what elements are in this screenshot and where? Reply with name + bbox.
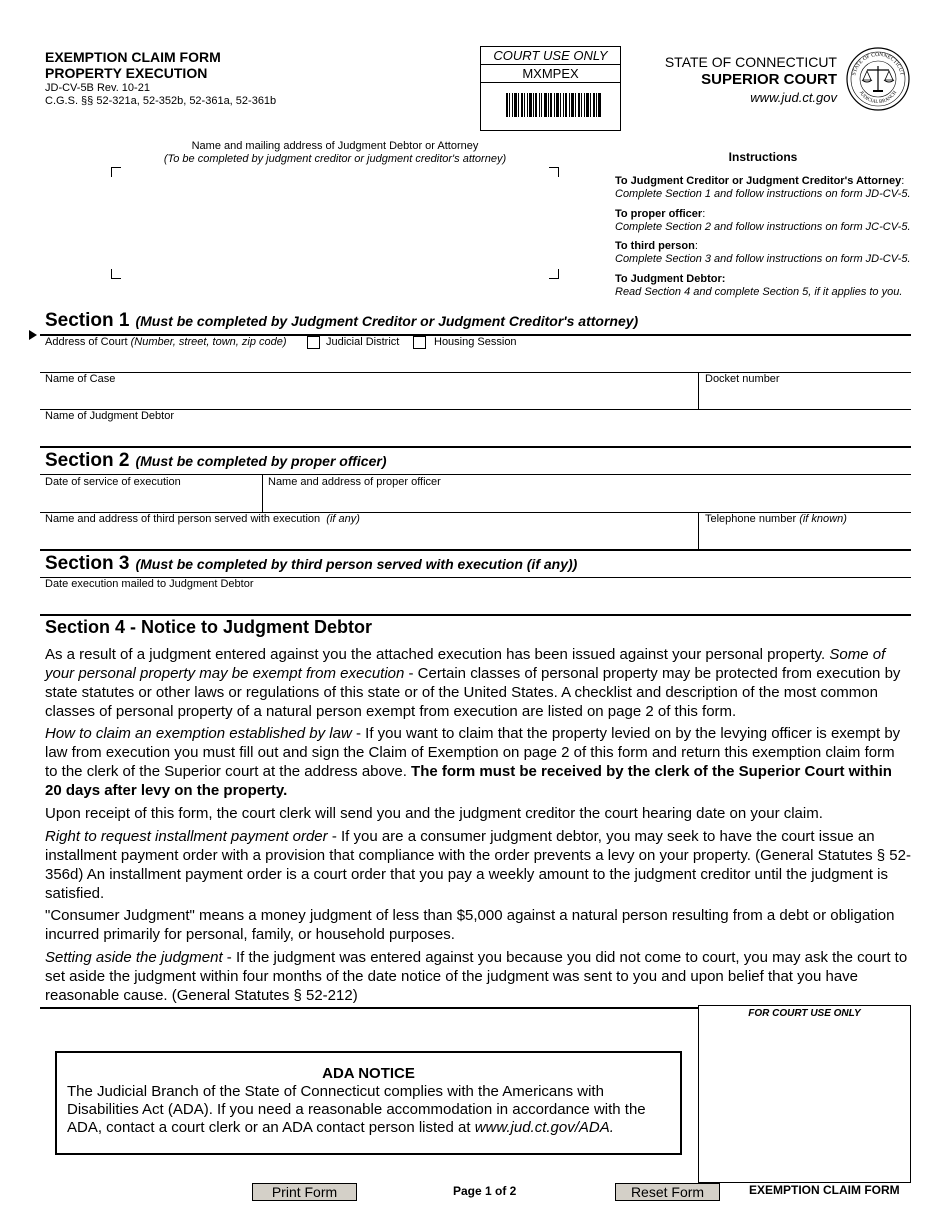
instruction-item: To proper officer: Complete Section 2 and follow instructions on form JC-CV-5.	[615, 208, 911, 233]
section1-heading	[45, 310, 638, 332]
housing-session-label: Housing Session	[434, 336, 517, 348]
section3-title: Section 3	[45, 553, 130, 574]
address-block-header	[110, 140, 560, 166]
form-number: JD-CV-5B Rev. 10-21	[45, 82, 150, 94]
section3-heading	[45, 553, 577, 575]
instructions-title: Instructions	[728, 150, 798, 164]
svg-text:STATE OF CONNECTICUT: STATE OF CONNECTICUT	[851, 51, 905, 77]
corner-mark-bottom-left	[111, 269, 121, 279]
corner-mark-bottom-right	[549, 269, 559, 279]
date-mailed-label: Date execution mailed to Judgment Debtor	[45, 578, 254, 590]
address-block-sublabel: (To be completed by judgment creditor or judgment creditor's attorney)	[163, 153, 507, 165]
corner-mark-top-left	[111, 167, 121, 177]
notice-paragraph: "Consumer Judgment" means a money judgment of less than $5,000 against a natural person resulting from a debt or obligation incurred primarily for personal, family, or household purposes.	[45, 907, 895, 943]
corner-mark-top-right	[549, 167, 559, 177]
svg-text:JUDICIAL BRANCH: JUDICIAL BRANCH	[857, 90, 899, 106]
court-website: www.jud.ct.gov	[750, 90, 837, 105]
divider	[40, 372, 911, 373]
court-heading	[640, 53, 837, 107]
court-address-field[interactable]	[45, 350, 910, 372]
instruction-text: Complete Section 3 and follow instructions on form JD-CV-5.	[615, 253, 911, 265]
form-title-line2: PROPERTY EXECUTION	[45, 65, 208, 81]
court-use-area	[698, 1005, 911, 1183]
footer-form-name: EXEMPTION CLAIM FORM	[749, 1183, 900, 1197]
barcode	[481, 83, 620, 122]
divider	[698, 512, 699, 549]
ada-notice	[55, 1051, 682, 1155]
court-name: SUPERIOR COURT	[701, 71, 837, 88]
instruction-heading: To third person	[615, 240, 695, 252]
telephone-label: Telephone number (if known)	[705, 513, 847, 525]
instruction-item	[615, 273, 902, 299]
housing-session-checkbox[interactable]	[413, 336, 426, 349]
form-title-line1: EXEMPTION CLAIM FORM	[45, 49, 221, 65]
divider	[40, 1007, 699, 1009]
docket-number-label: Docket number	[705, 373, 780, 385]
court-address-label: Address of Court (Number, street, town, zip code)	[45, 336, 287, 348]
form-title	[45, 49, 221, 81]
officer-name-field[interactable]	[268, 490, 910, 511]
court-code: MXMPEX	[481, 65, 620, 83]
address-block-label: Name and mailing address of Judgment Debtor or Attorney	[191, 140, 479, 152]
section3-subtitle: (Must be completed by third person served with execution (if any))	[135, 556, 578, 572]
instruction-text: Complete Section 1 and follow instructions on form JD-CV-5.	[615, 188, 911, 200]
telephone-field[interactable]	[705, 527, 910, 548]
court-use-box	[480, 46, 621, 131]
instruction-heading: To Judgment Creditor or Judgment Creditor's Attorney	[615, 175, 902, 187]
notice-paragraph: Setting aside the judgment - If the judgment was entered against you because you did not come to court, you may ask the court to set aside the judgment within four months of the date notice of the judgment was sent to you and upon belief that you have reasonable cause. (General Statutes § 52-212)	[45, 949, 908, 1004]
date-of-service-field[interactable]	[45, 490, 259, 511]
section2-heading	[45, 450, 386, 472]
divider	[698, 372, 699, 409]
instruction-item: To Judgment Creditor or Judgment Creditor's Attorney: Complete Section 1 and follow instructions on form JD-CV-5.	[615, 175, 911, 200]
statutes: C.G.S. §§ 52-321a, 52-352b, 52-361a, 52-361b	[45, 95, 277, 107]
print-form-button[interactable]: Print Form	[252, 1183, 357, 1201]
section1-title: Section 1	[45, 310, 130, 331]
divider	[40, 549, 911, 551]
notice-paragraph: As a result of a judgment entered against you the attached execution has been issued against your personal property. Some of your personal property may be exempt from execution - Certain classes of personal property may be protected from execution by state statutes or other laws or regulations of this state or of the United States. A checklist and description of the most common classes of personal property of a natural person exempt from execution are listed on page 2 of this form.	[45, 646, 901, 720]
court-use-label: COURT USE ONLY	[481, 47, 620, 65]
notice-paragraph: Upon receipt of this form, the court clerk will send you and the judgment creditor the court hearing date on your claim.	[45, 805, 823, 822]
section-pointer-icon	[29, 330, 37, 340]
instruction-text: Complete Section 2 and follow instructions on form JC-CV-5.	[615, 221, 911, 233]
case-name-field[interactable]	[45, 387, 695, 408]
reset-form-button[interactable]: Reset Form	[615, 1183, 720, 1201]
instruction-heading: To proper officer	[615, 208, 703, 220]
section2-subtitle: (Must be completed by proper officer)	[135, 453, 387, 469]
section1-subtitle: (Must be completed by Judgment Creditor or Judgment Creditor's attorney)	[135, 313, 639, 329]
case-name-label: Name of Case	[45, 373, 116, 385]
docket-number-field[interactable]	[705, 387, 910, 408]
judicial-seal-icon	[845, 46, 911, 112]
third-person-label: Name and address of third person served with execution (if any)	[45, 513, 360, 525]
divider	[40, 614, 911, 616]
instruction-heading: To Judgment Debtor:	[615, 273, 726, 285]
form-meta	[45, 82, 276, 108]
divider	[40, 474, 911, 475]
for-court-use-label: FOR COURT USE ONLY	[748, 1008, 861, 1019]
page-number: Page 1 of 2	[453, 1184, 517, 1198]
debtor-address-field[interactable]	[115, 172, 560, 278]
divider	[262, 474, 263, 512]
section4-title: Section 4 - Notice to Judgment Debtor	[45, 617, 373, 637]
state-name: STATE OF CONNECTICUT	[664, 54, 837, 70]
divider	[40, 446, 911, 448]
judgment-debtor-label: Name of Judgment Debtor	[45, 410, 175, 422]
instruction-text: Read Section 4 and complete Section 5, if it applies to you.	[615, 286, 903, 298]
notice-paragraph: Right to request installment payment order - If you are a consumer judgment debtor, you may seek to have the court issue an installment payment order with a provision that compliance with the order prevents a levy on your property. (General Statutes § 52-356d) An installment payment order is a court order that you pay a weekly amount to the judgment creditor until the judgment is satisfied.	[45, 828, 911, 902]
judgment-debtor-field[interactable]	[45, 424, 910, 445]
ada-link[interactable]: www.jud.ct.gov/ADA.	[474, 1119, 614, 1136]
section2-title: Section 2	[45, 450, 130, 471]
barcode-graphic	[506, 93, 602, 117]
date-mailed-field[interactable]	[45, 592, 910, 613]
officer-name-label: Name and address of proper officer	[268, 476, 441, 488]
third-person-field[interactable]	[45, 527, 695, 548]
judicial-district-checkbox[interactable]	[307, 336, 320, 349]
judicial-district-label: Judicial District	[326, 336, 400, 348]
ada-text: The Judicial Branch of the State of Connecticut complies with the Americans with Disabilities Act (ADA). If you need a reasonable accommodation in accordance with the ADA, contact a court clerk or an ADA contact person listed at www.jud.ct.gov/ADA.	[67, 1083, 646, 1136]
date-of-service-label: Date of service of execution	[45, 476, 181, 488]
instruction-item: To third person: Complete Section 3 and follow instructions on form JD-CV-5.	[615, 240, 911, 265]
notice-paragraph: How to claim an exemption established by law - If you want to claim that the property levied on by the levying officer is exempt by law from execution you must fill out and sign the Claim of Exemption on page 2 of this form and return this exemption claim form to the clerk of the Superior court at the address above. The form must be received by the clerk of the Superior Court within 20 days after levy on the property.	[45, 725, 901, 799]
ada-title: ADA NOTICE	[322, 1065, 415, 1082]
